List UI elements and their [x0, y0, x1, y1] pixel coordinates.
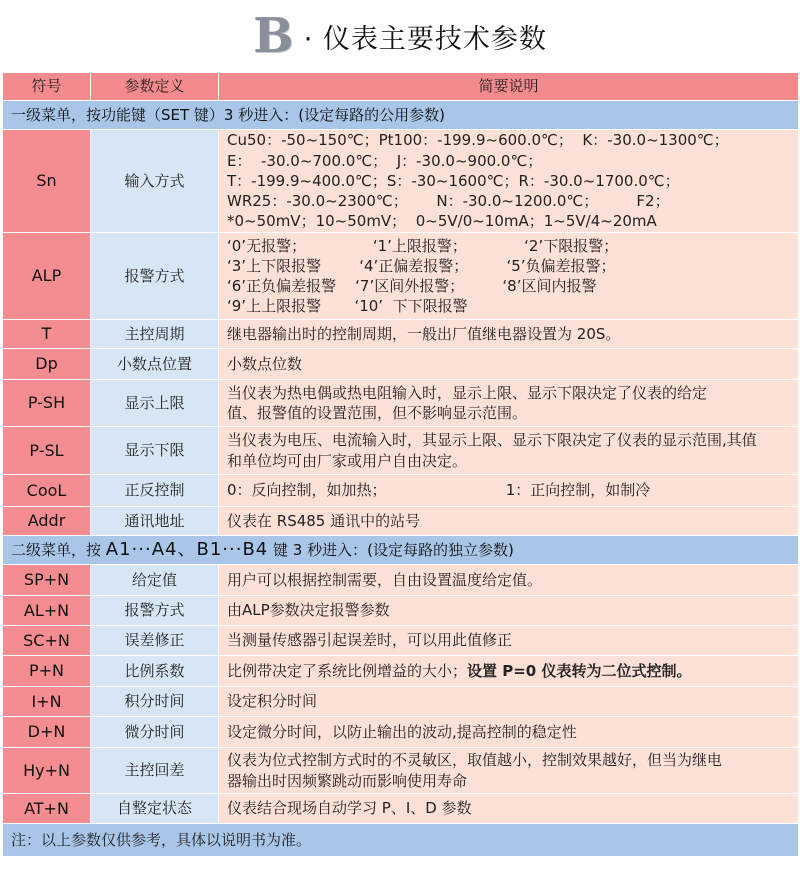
description-line: E： -30.0~700.0℃； J：-30.0~900.0℃； [227, 151, 543, 170]
param-description [219, 475, 799, 507]
table-row [3, 565, 799, 596]
table-row [3, 687, 799, 717]
param-description [219, 596, 799, 626]
param-symbol: Addr [3, 507, 91, 536]
description-line: Cu50：-50~150℃；Pt100：-199.9~600.0℃； K：-30.0~1300℃； [227, 131, 729, 150]
param-description [219, 794, 799, 824]
description-line: 和单位均可由厂家或用户自由决定。 [227, 451, 468, 470]
param-symbol: P-SH [3, 380, 91, 427]
param-definition: 报警方式 [91, 596, 219, 626]
param-description [219, 626, 799, 656]
section-badge: B [253, 8, 294, 64]
description-text: 用户可以根据控制需要，自由设置温度给定值。 [227, 570, 543, 589]
description-text: 当测量传感器引起误差时，可以用此值修正 [227, 631, 513, 650]
table-row [3, 475, 799, 507]
description-line: *0~50mV；10~50mV； 0~5V/0~10mA；1~5V/4~20mA [227, 212, 657, 231]
param-definition: 小数点位置 [91, 349, 219, 380]
param-description [219, 565, 799, 596]
param-description [219, 427, 799, 475]
param-definition: 输入方式 [91, 130, 219, 233]
description-text: 设定积分时间 [227, 692, 318, 711]
param-description [219, 687, 799, 717]
note-text: 注：以上参数仅供参考，具体以说明书为准。 [3, 824, 799, 857]
param-description [219, 380, 799, 427]
param-symbol: P+N [3, 656, 91, 687]
param-definition: 微分时间 [91, 717, 219, 748]
param-description [219, 507, 799, 536]
param-description [219, 717, 799, 748]
param-definition: 显示下限 [91, 427, 219, 475]
table-row [3, 427, 799, 475]
description-line: 当仪表为电压、电流输入时，其显示上限、显示下限决定了仪表的显示范围,其值 [227, 431, 757, 450]
param-definition: 误差修正 [91, 626, 219, 656]
param-symbol: Sn [3, 130, 91, 233]
param-definition: 通讯地址 [91, 507, 219, 536]
level2-rows [3, 565, 799, 824]
param-symbol: T [3, 320, 91, 349]
section2-prefix: 二级菜单，按 [11, 540, 106, 559]
description-emphasis: 设置 P=0 仪表转为二位式控制。 [467, 661, 692, 680]
param-definition: 积分时间 [91, 687, 219, 717]
param-description [219, 349, 799, 380]
section-row-level2 [3, 536, 799, 565]
description-line: 0：反向控制，如加热； 1：正向控制，如制冷 [227, 481, 651, 500]
table-row [3, 349, 799, 380]
param-definition: 主控周期 [91, 320, 219, 349]
table-row [3, 596, 799, 626]
table-row [3, 380, 799, 427]
param-symbol: P-SL [3, 427, 91, 475]
param-definition: 报警方式 [91, 233, 219, 320]
description-line: 值、报警值的设置范围，但不影响显示范围。 [227, 404, 528, 422]
description-line: ‘3’上下限报警 ‘4’正偏差报警； ‘5’负偏差报警； [227, 256, 616, 275]
description-line: T：-199.9~400.0℃；S：-30~1600℃；R：-30.0~1700.0℃； [227, 171, 680, 190]
description-text: 设定微分时间，以防止输出的波动,提高控制的稳定性 [227, 722, 577, 741]
description-text: 由ALP参数决定报警参数 [227, 601, 390, 620]
table-row [3, 794, 799, 824]
param-definition: 给定值 [91, 565, 219, 596]
param-description [219, 233, 799, 320]
param-definition: 正反控制 [91, 475, 219, 507]
note-row [3, 824, 799, 857]
description-line: 继电器输出时的控制周期，一般出厂值继电器设置为 20S。 [227, 324, 621, 343]
table-row [3, 233, 799, 320]
description-line: 仪表在 RS485 通讯中的站号 [227, 511, 421, 530]
param-definition: 比例系数 [91, 656, 219, 687]
description-text: 仪表结合现场自动学习 P、I、D 参数 [227, 799, 472, 818]
section-title-level2 [3, 536, 799, 565]
section2-keys: A1···A4、B1···B4 [105, 538, 269, 560]
param-description [219, 748, 799, 794]
param-symbol: CooL [3, 475, 91, 507]
table-row [3, 748, 799, 794]
description-line: 小数点位数 [227, 354, 303, 373]
param-description [219, 656, 799, 687]
description-line: 仪表为位式控制方式时的不灵敏区，取值越小，控制效果越好，但当为继电 [227, 751, 723, 770]
section-row-level1 [3, 101, 799, 130]
section-title-level1: 一级菜单，按功能键（SET 键）3 秒进入：(设定每路的公用参数) [3, 101, 799, 130]
param-symbol: D+N [3, 717, 91, 748]
parameter-table [2, 72, 799, 857]
description-line: 器输出时因频繁跳动而影响使用寿命 [227, 771, 468, 790]
table-row [3, 320, 799, 349]
table-row [3, 717, 799, 748]
table-row [3, 130, 799, 233]
param-symbol: Dp [3, 349, 91, 380]
description-line: 当仪表为热电偶或热电阻输入时，显示上限、显示下限决定了仪表的给定 [227, 383, 708, 402]
param-definition: 显示上限 [91, 380, 219, 427]
description-line: ‘0’无报警； ‘1’上限报警； ‘2’下限报警； [227, 236, 619, 255]
header-description: 简要说明 [219, 73, 799, 101]
param-definition: 主控回差 [91, 748, 219, 794]
section2-suffix: 键 3 秒进入：(设定每路的独立参数) [268, 540, 514, 559]
param-symbol: SP+N [3, 565, 91, 596]
param-symbol: AL+N [3, 596, 91, 626]
param-symbol: I+N [3, 687, 91, 717]
param-description [219, 130, 799, 233]
table-header [3, 73, 799, 101]
level1-rows [3, 130, 799, 536]
param-symbol: AT+N [3, 794, 91, 824]
param-definition: 自整定状态 [91, 794, 219, 824]
page-title [0, 0, 800, 72]
table-row [3, 656, 799, 687]
description-line: ‘6’正负偏差报警 ‘7’区间外报警； ‘8’区间内报警 [227, 277, 597, 295]
header-symbol: 符号 [3, 73, 91, 101]
title-text: · 仪表主要技术参数 [303, 23, 547, 55]
description-text: 比例带决定了系统比例增益的大小； [227, 661, 468, 680]
param-symbol: ALP [3, 233, 91, 320]
param-symbol: Hy+N [3, 748, 91, 794]
description-line: WR25：-30.0~2300℃； N：-30.0~1200.0℃； F2； [227, 192, 670, 211]
table-row [3, 507, 799, 536]
param-symbol: SC+N [3, 626, 91, 656]
param-description [219, 320, 799, 349]
description-line: ‘9’上上限报警 ‘10’ 下下限报警 [227, 297, 468, 316]
header-definition: 参数定义 [91, 73, 219, 101]
table-row [3, 626, 799, 656]
